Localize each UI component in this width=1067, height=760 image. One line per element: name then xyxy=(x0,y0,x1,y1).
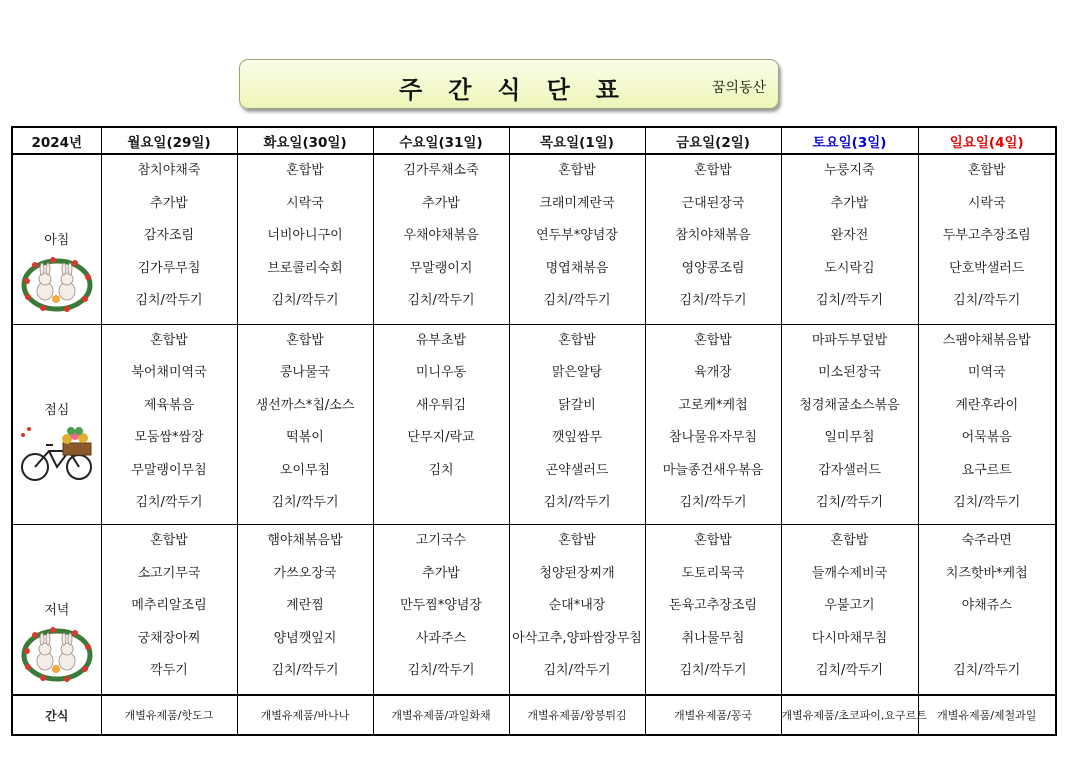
menu-item: 혼합밥 xyxy=(967,163,1006,178)
menu-cell-saturday xyxy=(781,154,918,324)
snack-label: 간식 xyxy=(12,695,101,735)
menu-item: 김가루채소죽 xyxy=(403,163,479,178)
menu-item: 김치/깍두기 xyxy=(953,663,1021,679)
menu-item: 제육볶음 xyxy=(143,397,195,413)
menu-item: 소고기무국 xyxy=(137,565,201,581)
menu-cell-sunday xyxy=(918,525,1056,695)
menu-item: 영양콩조림 xyxy=(681,260,745,276)
menu-cell-tuesday xyxy=(237,154,373,324)
menu-item: 궁채장아찌 xyxy=(137,630,201,646)
menu-item: 취나물무침 xyxy=(681,630,745,646)
menu-item: 요구르트 xyxy=(961,462,1012,478)
menu-item: 우채야채볶음 xyxy=(403,228,479,243)
menu-item: 마늘종건새우볶음 xyxy=(662,462,764,478)
menu-item: 혼합밥 xyxy=(694,533,732,549)
day-header-wednesday: 수요일(31일) xyxy=(373,127,509,154)
menu-item: 단무지/락교 xyxy=(407,430,475,446)
menu-item: 너비아니구이 xyxy=(267,228,343,243)
menu-item: 청양된장찌개 xyxy=(539,565,615,581)
menu-item: 김치/깍두기 xyxy=(271,663,339,679)
menu-item: 새우튀김 xyxy=(415,397,467,413)
snack-cell-wednesday: 개별유제품/과일화채 xyxy=(373,695,509,735)
menu-item: 김치/깍두기 xyxy=(953,495,1021,511)
day-header-monday: 월요일(29일) xyxy=(101,127,237,154)
menu-cell-wednesday xyxy=(373,525,509,695)
menu-item: 계란찜 xyxy=(286,598,324,614)
menu-item: 만두찜*양념장 xyxy=(400,598,482,614)
bunny-wreath-icon xyxy=(19,255,95,313)
menu-item: 유부초밥 xyxy=(415,332,467,348)
menu-cell-tuesday xyxy=(237,324,373,524)
menu-item: 김치/깍두기 xyxy=(543,293,611,308)
menu-item xyxy=(374,487,509,520)
menu-item: 닭갈비 xyxy=(558,397,596,413)
menu-cell-saturday xyxy=(781,525,918,695)
menu-item: 치즈핫바*케첩 xyxy=(945,565,1028,581)
menu-item: 모둠쌈*쌈장 xyxy=(134,430,204,446)
menu-item: 생선까스*칩/소스 xyxy=(255,397,355,413)
menu-item: 고기국수 xyxy=(415,533,467,549)
menu-item: 고로케*케첩 xyxy=(678,397,748,413)
menu-item: 혼합밥 xyxy=(558,533,596,549)
menu-item: 가쓰오장국 xyxy=(273,565,337,581)
menu-item: 스팸야채볶음밥 xyxy=(942,332,1031,348)
menu-item: 무말랭이무침 xyxy=(131,462,207,478)
menu-item: 김치/깍두기 xyxy=(543,663,611,679)
menu-item: 김치/깍두기 xyxy=(135,293,203,308)
menu-cell-monday xyxy=(101,525,237,695)
menu-item: 순대*내장 xyxy=(548,598,606,614)
menu-item: 혼합밥 xyxy=(558,163,596,178)
snack-cell-saturday: 개별유제품/초코파이,요구르트 xyxy=(781,695,918,735)
menu-item: 혼합밥 xyxy=(150,533,188,549)
menu-item: 우불고기 xyxy=(824,598,875,614)
header-row xyxy=(12,127,1056,154)
menu-cell-monday xyxy=(101,154,237,324)
menu-item: 도토리묵국 xyxy=(681,565,745,581)
menu-item: 김치/깍두기 xyxy=(815,663,884,679)
menu-item: 근대된장국 xyxy=(681,195,745,211)
menu-item: 오이무침 xyxy=(279,462,331,478)
menu-item: 청경채굴소스볶음 xyxy=(799,397,900,413)
menu-item: 햄야채볶음밥 xyxy=(267,533,343,549)
menu-item: 김치/깍두기 xyxy=(953,293,1021,308)
menu-item: 김치/깍두기 xyxy=(679,663,747,679)
menu-cell-friday xyxy=(645,324,781,524)
snack-cell-monday: 개별유제품/핫도그 xyxy=(101,695,237,735)
weekly-menu-table xyxy=(11,126,1057,736)
menu-item: 육개장 xyxy=(694,365,732,381)
menu-cell-wednesday xyxy=(373,324,509,524)
menu-cell-sunday xyxy=(918,324,1056,524)
snack-cell-sunday: 개별유제품/제철과일 xyxy=(918,695,1056,735)
menu-item: 혼합밥 xyxy=(694,332,732,348)
meal-label: 점심 xyxy=(44,402,70,418)
snack-cell-thursday: 개별유제품/왕봉튀김 xyxy=(509,695,645,735)
menu-item: 도시락김 xyxy=(824,260,875,276)
menu-item: 참나물유자무침 xyxy=(669,430,757,446)
meal-label: 아침 xyxy=(44,233,70,248)
menu-item: 참치야채죽 xyxy=(137,163,201,178)
year-header: 2024년 xyxy=(12,127,101,154)
day-header-friday: 금요일(2일) xyxy=(645,127,781,154)
menu-cell-friday xyxy=(645,525,781,695)
menu-cell-sunday xyxy=(918,154,1056,324)
menu-item: 추가밥 xyxy=(422,565,460,581)
menu-item: 크래미계란국 xyxy=(539,195,615,211)
menu-item: 혼합밥 xyxy=(286,163,324,178)
menu-item: 무말랭이지 xyxy=(409,260,473,276)
menu-item: 아삭고추,양파쌈장무침 xyxy=(512,630,642,646)
menu-item: 혼합밥 xyxy=(150,332,188,348)
menu-item: 혼합밥 xyxy=(694,163,732,178)
menu-item: 미니우동 xyxy=(415,365,467,381)
menu-item: 맑은알탕 xyxy=(551,365,603,381)
menu-cell-thursday xyxy=(509,525,645,695)
menu-item: 김치/깍두기 xyxy=(815,293,884,308)
menu-item: 사과주스 xyxy=(415,630,467,646)
menu-item: 시락국 xyxy=(286,195,324,211)
menu-item: 김치/깍두기 xyxy=(407,293,475,308)
menu-item: 김치/깍두기 xyxy=(815,495,884,511)
meal-row xyxy=(12,525,1056,695)
day-header-tuesday: 화요일(30일) xyxy=(237,127,373,154)
day-header-saturday: 토요일(3일) xyxy=(781,127,918,154)
day-header-sunday: 일요일(4일) xyxy=(918,127,1056,154)
menu-item: 추가밥 xyxy=(150,195,188,211)
snack-cell-tuesday: 개별유제품/바나나 xyxy=(237,695,373,735)
menu-item: 야채쥬스 xyxy=(961,598,1012,614)
menu-item: 양념깻잎지 xyxy=(273,630,337,646)
menu-item: 돈육고추장조림 xyxy=(669,598,757,614)
menu-item: 추가밥 xyxy=(830,195,869,211)
menu-cell-friday xyxy=(645,154,781,324)
page-title: 주간식단표 xyxy=(399,76,645,104)
menu-item: 감자조림 xyxy=(143,228,195,243)
title-banner xyxy=(239,59,779,109)
menu-item: 누룽지죽 xyxy=(824,163,875,178)
menu-item: 두부고추장조림 xyxy=(942,228,1031,243)
menu-item: 명엽채볶음 xyxy=(545,260,609,276)
menu-cell-tuesday xyxy=(237,525,373,695)
menu-cell-thursday xyxy=(509,154,645,324)
menu-item: 혼합밥 xyxy=(830,533,869,549)
menu-cell-saturday xyxy=(781,324,918,524)
menu-item: 추가밥 xyxy=(422,195,460,211)
meal-label-cell xyxy=(12,324,101,524)
day-header-thursday: 목요일(1일) xyxy=(509,127,645,154)
meal-label: 저녁 xyxy=(44,603,70,619)
meal-label-cell xyxy=(12,154,101,324)
flower-bicycle-icon xyxy=(19,425,95,483)
menu-item: 김치/깍두기 xyxy=(679,495,747,511)
snack-row xyxy=(12,695,1056,735)
menu-cell-wednesday xyxy=(373,154,509,324)
menu-item xyxy=(919,623,1056,656)
menu-item: 김치/깍두기 xyxy=(543,495,611,511)
meal-row xyxy=(12,154,1056,324)
menu-item: 김치/깍두기 xyxy=(679,293,747,308)
menu-item: 메추리알조림 xyxy=(131,598,207,614)
menu-item: 혼합밥 xyxy=(558,332,596,348)
menu-item: 시락국 xyxy=(967,195,1006,211)
menu-item: 김치/깍두기 xyxy=(271,293,339,308)
menu-item: 감자샐러드 xyxy=(818,462,881,478)
meal-row xyxy=(12,324,1056,524)
menu-item: 혼합밥 xyxy=(286,332,324,348)
menu-cell-monday xyxy=(101,324,237,524)
menu-item: 깻잎쌈무 xyxy=(551,430,603,446)
menu-item: 김치/깍두기 xyxy=(135,495,203,511)
organization-name: 꿈의동산 xyxy=(711,80,766,96)
bunny-wreath-icon xyxy=(19,625,95,683)
menu-item: 떡볶이 xyxy=(286,430,324,446)
menu-item: 계란후라이 xyxy=(955,397,1019,413)
snack-cell-friday: 개별유제품/꽁국 xyxy=(645,695,781,735)
menu-item: 다시마채무침 xyxy=(811,630,888,646)
menu-item: 북어채미역국 xyxy=(131,365,207,381)
menu-item: 연두부*양념장 xyxy=(536,228,618,243)
menu-item: 김가루무침 xyxy=(137,260,201,276)
menu-item: 들깨수제비국 xyxy=(811,565,888,581)
menu-item: 마파두부덮밥 xyxy=(811,332,888,348)
menu-item: 숙주라면 xyxy=(961,533,1012,549)
menu-item: 곤약샐러드 xyxy=(545,462,609,478)
menu-item: 깍두기 xyxy=(150,663,188,679)
menu-item: 단호박샐러드 xyxy=(949,260,1025,276)
menu-item: 김치/깍두기 xyxy=(407,663,475,679)
menu-item: 어묵볶음 xyxy=(961,430,1012,446)
menu-item: 미역국 xyxy=(967,365,1006,381)
menu-item: 김치 xyxy=(428,462,454,478)
meal-label-cell xyxy=(12,525,101,695)
menu-item: 브로콜리숙회 xyxy=(267,260,343,276)
menu-item: 김치/깍두기 xyxy=(271,495,339,511)
menu-item: 참치야채볶음 xyxy=(675,228,751,243)
menu-item: 완자전 xyxy=(830,228,869,243)
menu-cell-thursday xyxy=(509,324,645,524)
menu-item: 미소된장국 xyxy=(818,365,881,381)
menu-item: 일미무침 xyxy=(824,430,875,446)
menu-item: 콩나물국 xyxy=(279,365,331,381)
